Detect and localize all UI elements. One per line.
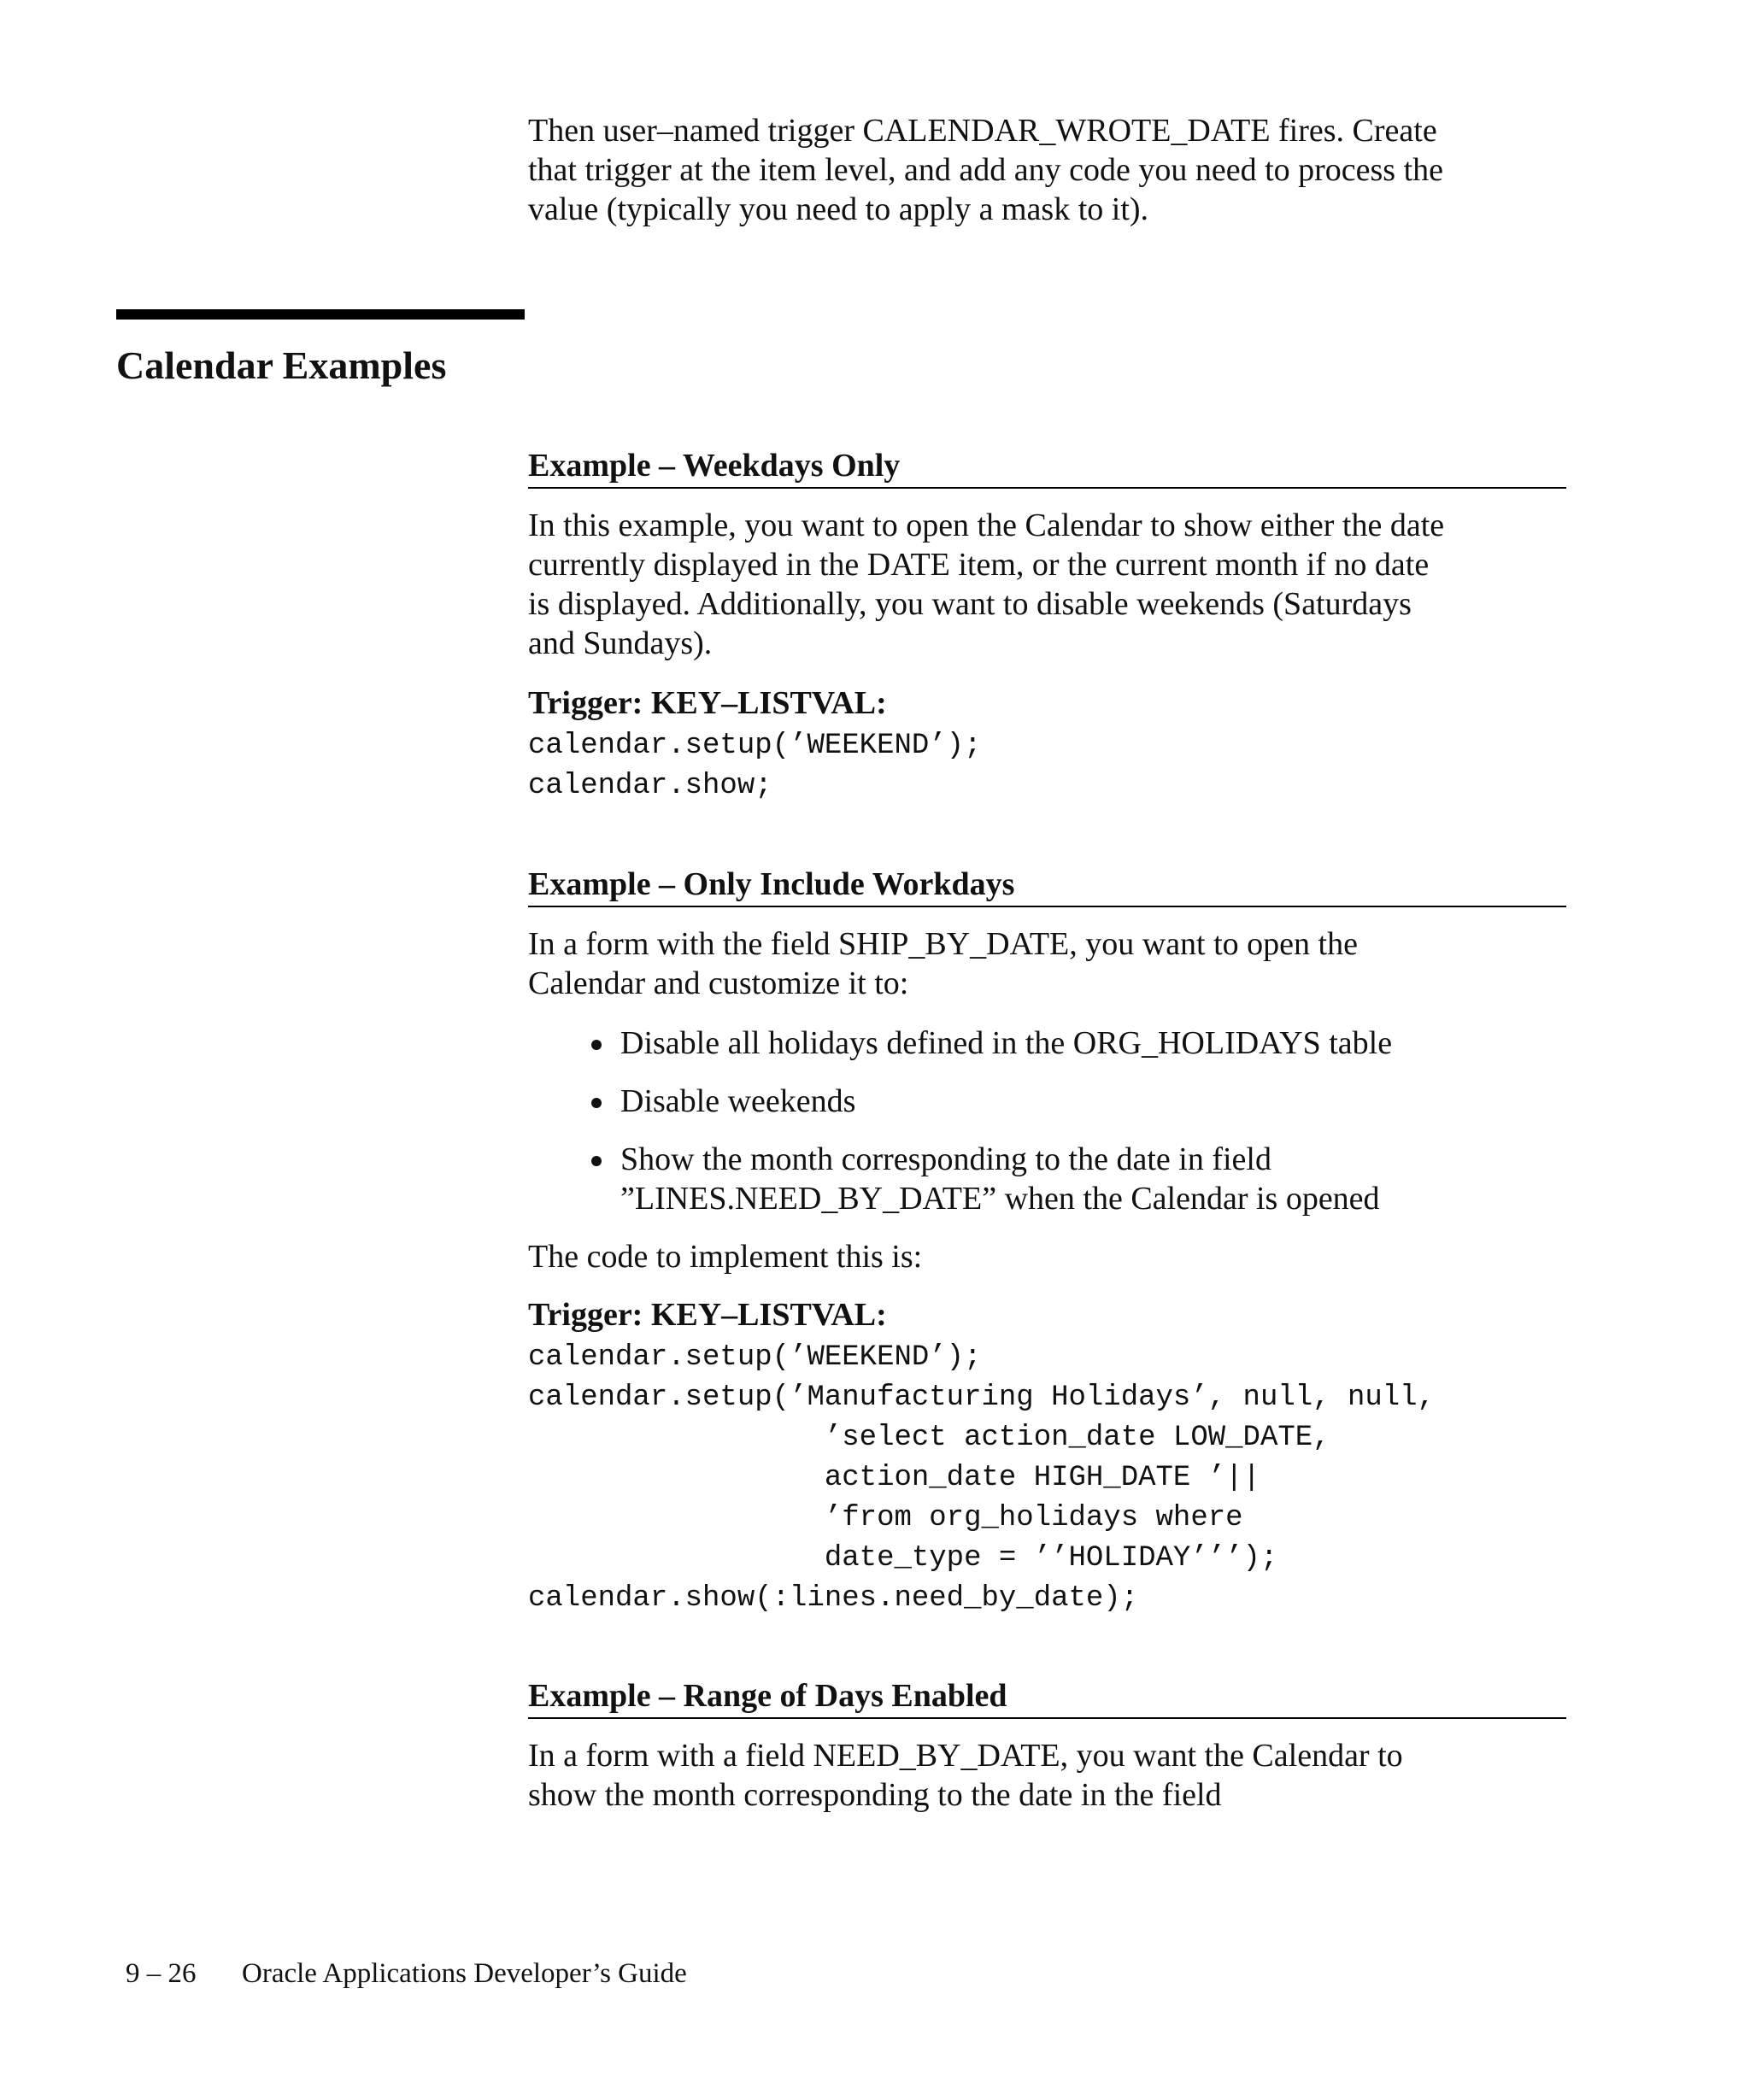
list-item-text: ”LINES.NEED_BY_DATE” when the Calendar is opened <box>620 1181 1380 1217</box>
code-line: calendar.show(:lines.need_by_date); <box>528 1582 1139 1615</box>
section-title: Calendar Examples <box>116 343 447 387</box>
paragraph-line: Calendar and customize it to: <box>528 965 909 1001</box>
list-item <box>528 1024 1566 1063</box>
intro-line: Then user–named trigger CALENDAR_WROTE_DATE fires. Create <box>528 113 1437 149</box>
paragraph-line: is displayed. Additionally, you want to disable weekends (Saturdays <box>528 586 1412 622</box>
code-line: calendar.setup(’Manufacturing Holidays’, null, null, <box>528 1381 1435 1414</box>
code-line: date_type = ’’HOLIDAY’’’); <box>528 1542 1278 1575</box>
example-weekdays-body <box>528 506 1566 663</box>
intro-line: value (typically you need to apply a mask to it). <box>528 191 1149 227</box>
intro-paragraph <box>528 111 1566 229</box>
example-weekdays-heading: Example – Weekdays Only <box>528 446 1566 489</box>
page-number: 9 – 26 <box>126 1958 197 1989</box>
list-item <box>528 1140 1566 1218</box>
bullet-list <box>528 1024 1566 1063</box>
list-item-text: Disable all holidays defined in the ORG_HOLIDAYS table <box>620 1025 1393 1061</box>
list-item-text: Show the month corresponding to the date in field <box>620 1141 1271 1177</box>
intro-line: that trigger at the item level, and add any code you need to process the <box>528 152 1444 188</box>
list-item-text: Disable weekends <box>620 1083 856 1119</box>
bullet-list <box>528 1082 1566 1121</box>
code-line: calendar.show; <box>528 770 772 802</box>
bullet-icon <box>591 1156 602 1166</box>
trigger-label: Trigger: KEY–LISTVAL: <box>528 1297 887 1333</box>
paragraph-line: In this example, you want to open the Calendar to show either the date <box>528 507 1445 543</box>
bullet-icon <box>591 1040 602 1050</box>
trigger-label: Trigger: KEY–LISTVAL: <box>528 685 887 721</box>
example-range-heading: Example – Range of Days Enabled <box>528 1676 1566 1719</box>
code-line: ’from org_holidays where <box>528 1502 1243 1534</box>
paragraph-line: and Sundays). <box>528 625 713 661</box>
section-rule <box>116 309 525 320</box>
paragraph-line: The code to implement this is: <box>528 1239 923 1275</box>
example-workdays-intro <box>528 924 1566 1003</box>
code-block <box>528 1338 1566 1619</box>
list-item <box>528 1082 1566 1121</box>
paragraph-line: In a form with a field NEED_BY_DATE, you want the Calendar to <box>528 1738 1403 1774</box>
example-range-body <box>528 1736 1566 1815</box>
code-block <box>528 726 1566 807</box>
code-line: action_date HIGH_DATE ’|| <box>528 1462 1260 1494</box>
code-line: calendar.setup(’WEEKEND’); <box>528 730 982 762</box>
code-line: calendar.setup(’WEEKEND’); <box>528 1341 982 1374</box>
paragraph-line: In a form with the field SHIP_BY_DATE, you want to open the <box>528 926 1358 962</box>
example-workdays-heading: Example – Only Include Workdays <box>528 865 1566 907</box>
bullet-list <box>528 1140 1566 1218</box>
paragraph-line: show the month corresponding to the date in the field <box>528 1777 1222 1813</box>
code-line: ’select action_date LOW_DATE, <box>528 1422 1330 1454</box>
book-title: Oracle Applications Developer’s Guide <box>242 1958 687 1989</box>
paragraph-line: currently displayed in the DATE item, or the current month if no date <box>528 547 1430 583</box>
bullet-icon <box>591 1098 602 1108</box>
